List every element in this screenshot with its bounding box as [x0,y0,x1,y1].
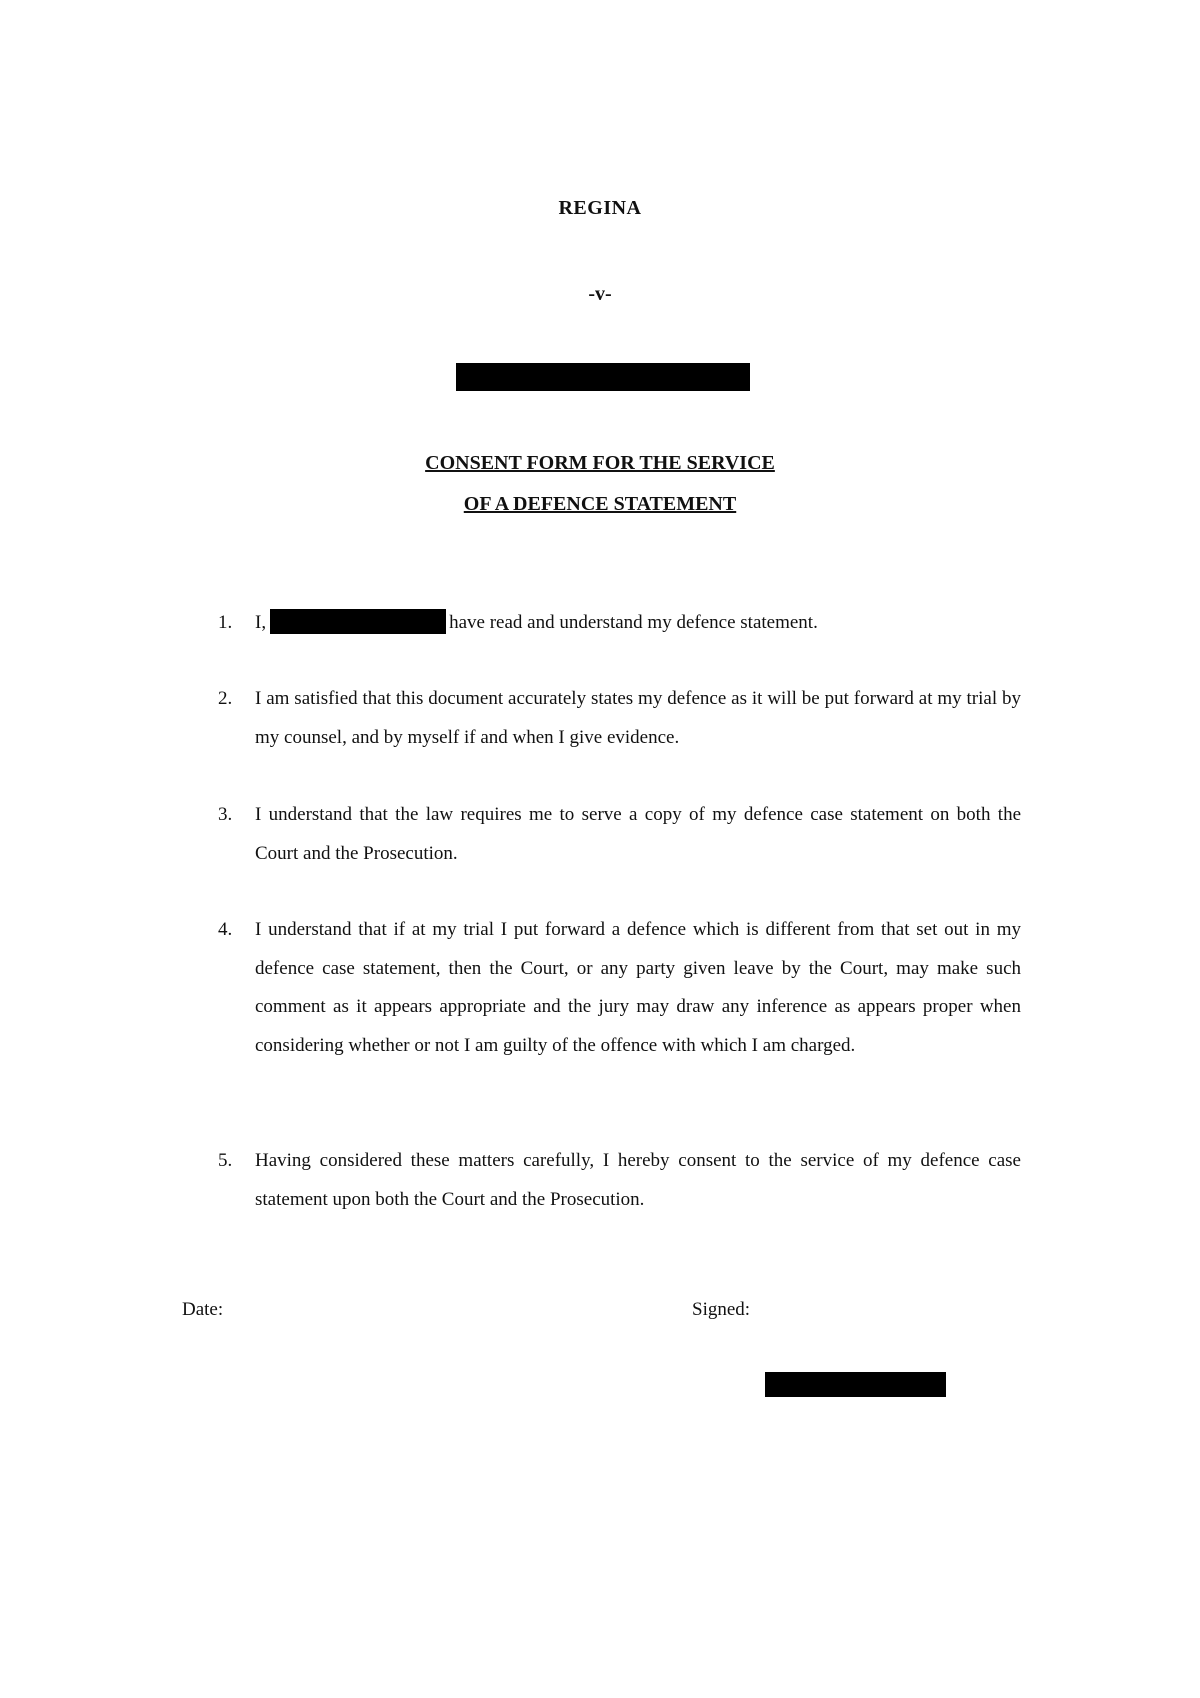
versus-marker: -v- [588,283,612,305]
item-text: I understand that if at my trial I put forward a defence which is different from that set out in my defence case statement, then the Court, or any party given leave by the Court, may make such comment as it appears appropriate and the jury may draw any inference as appears proper when considering whether or not I am guilty of the offence with which I am charged. [255,919,1021,1056]
form-heading-line-1: CONSENT FORM FOR THE SERVICE [425,452,775,474]
item-number: 1. [218,612,233,633]
item-suffix: have read and understand my defence statement. [449,612,818,633]
item-number: 5. [218,1150,233,1171]
item-text: I understand that the law requires me to serve a copy of my defence case statement on both the Court and the Prosecution. [255,804,1021,864]
form-heading-line-2: OF A DEFENCE STATEMENT [463,493,737,515]
case-title: REGINA [558,197,642,219]
item-number: 4. [218,919,233,940]
item-number: 3. [218,804,233,825]
redacted-name-inline [270,609,446,634]
item-text: I am satisfied that this document accurately states my defence as it will be put forward at my trial by my counsel, and by myself if and when I give evidence. [255,688,1021,748]
date-label: Date: [182,1299,224,1320]
item-prefix: I, [255,612,267,633]
item-text [255,604,1021,643]
redacted-defendant-name [456,363,750,391]
item-number: 2. [218,688,233,709]
redacted-signature [765,1372,946,1397]
signed-label: Signed: [692,1299,751,1320]
item-text: Having considered these matters carefully, I hereby consent to the service of my defence case statement upon both the Court and the Prosecution. [255,1150,1021,1210]
